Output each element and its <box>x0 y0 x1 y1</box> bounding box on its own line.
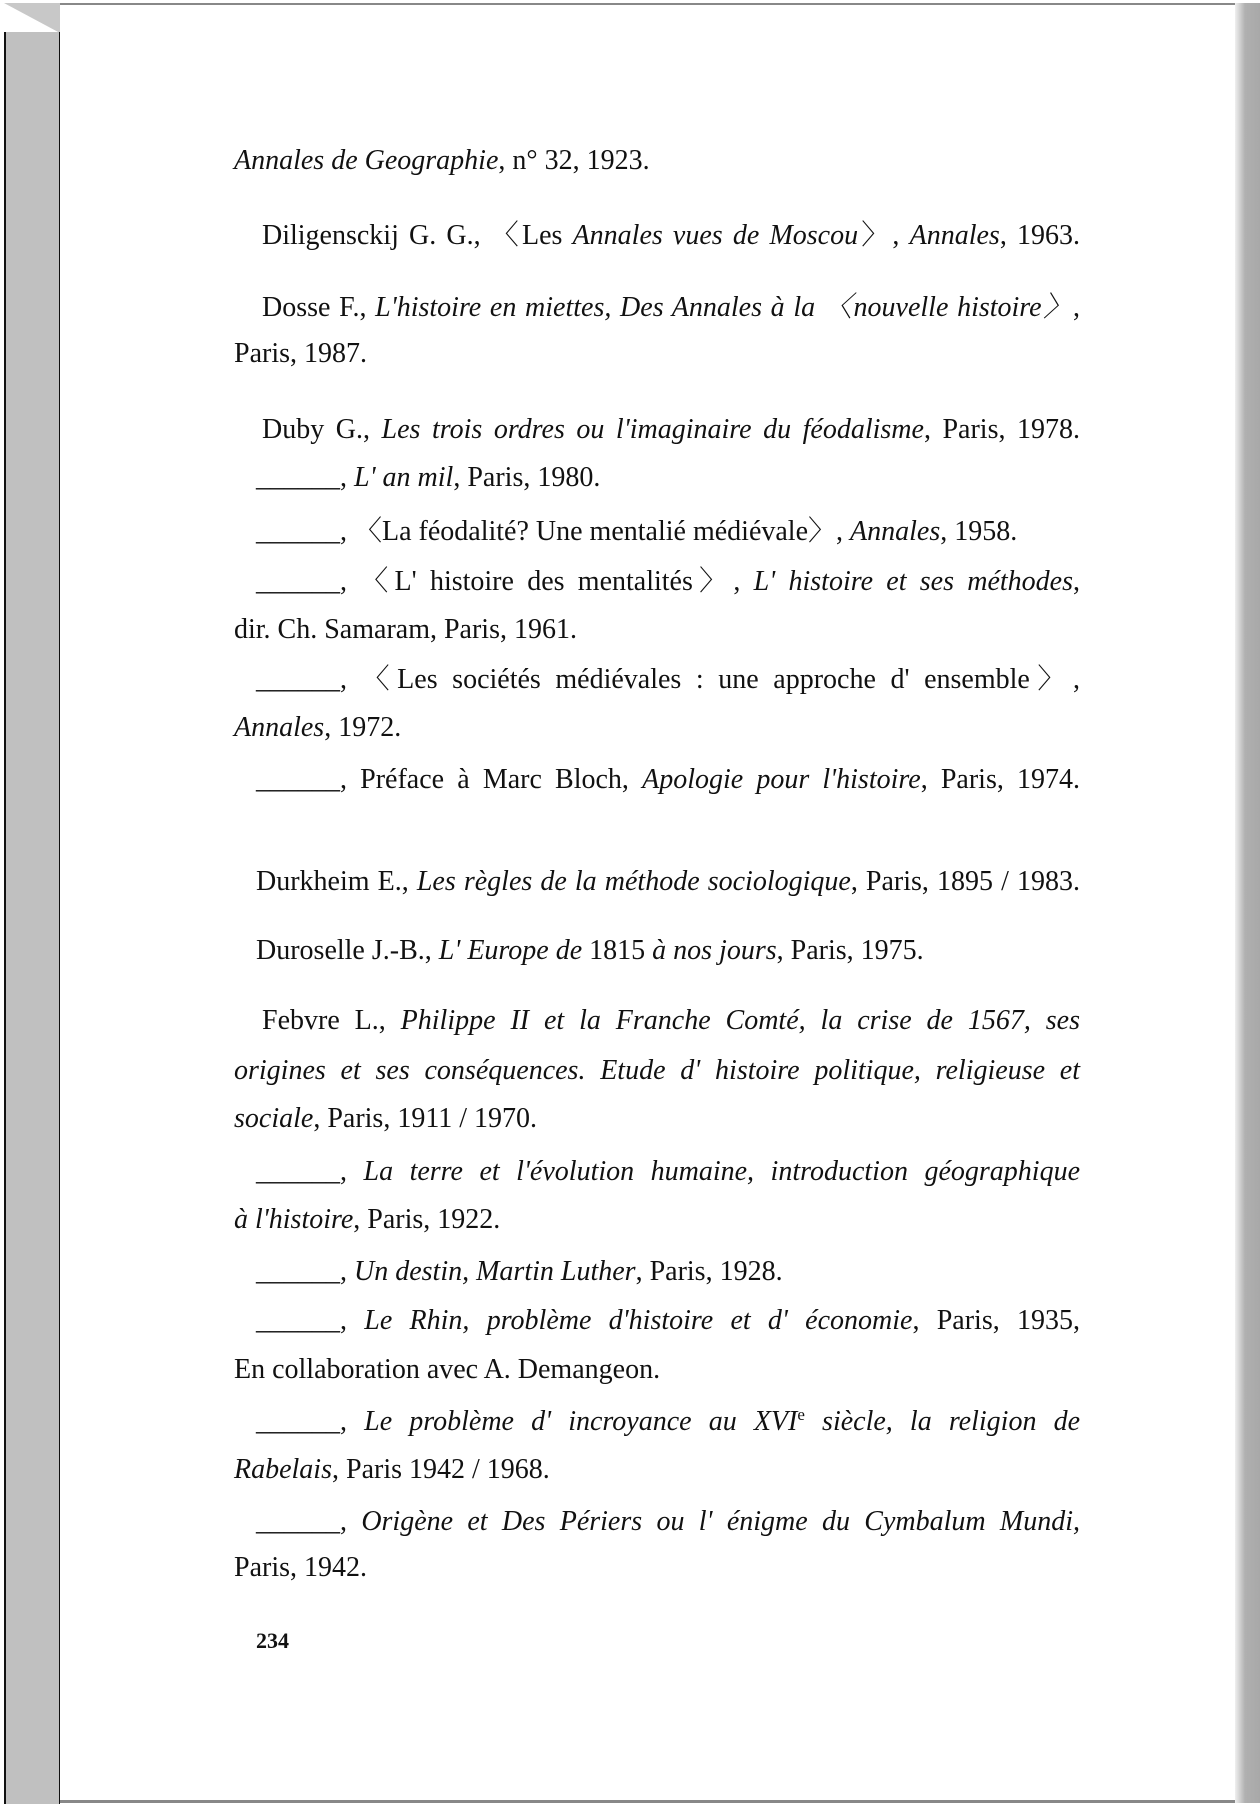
italic-title-text: Un destin, Martin Luther <box>354 1256 636 1287</box>
italic-title-text: Origène et Des Périers ou l' énigme du Cymbalum Mundi, <box>361 1506 1081 1537</box>
text-segment: , Paris, 1980. <box>453 462 601 493</box>
text-segment: 〉, <box>858 220 910 251</box>
italic-title-text: origines et ses conséquences. Etude d' histoire politique, religieuse et <box>234 1055 1080 1086</box>
bibliography-line <box>256 460 1080 496</box>
text-segment: ______, <box>256 1406 365 1437</box>
bibliography-line <box>256 1404 1080 1440</box>
text-segment: ______, 〈Les sociétés médiévales : une approche d' ensemble〉, <box>256 664 1080 695</box>
book-spine-top <box>4 3 60 33</box>
text-segment: Paris, 1987. <box>234 338 367 369</box>
italic-title-text: Les règles de la méthode sociologique <box>416 866 851 897</box>
italic-title-text: La terre et l'évolution humaine, introduction géographique <box>363 1156 1080 1187</box>
bibliography-line <box>262 1003 1080 1039</box>
text-segment: , Paris, 1935, <box>912 1305 1081 1336</box>
text-segment: Duroselle J.-B., <box>256 935 439 966</box>
bibliography-line <box>256 1303 1080 1339</box>
text-segment: ______, 〈L' histoire des mentalités〉, <box>256 566 754 597</box>
italic-title-text: siècle, la religion de <box>804 1406 1081 1437</box>
bibliography-line <box>256 514 1080 550</box>
italic-title-text: Annales vues de Moscou <box>572 220 859 251</box>
italic-title-text: L' histoire et ses méthodes <box>753 566 1073 597</box>
text-segment: ______, <box>256 1305 365 1336</box>
bibliography-line <box>256 662 1080 698</box>
bibliography-line <box>234 710 1080 746</box>
italic-title-text: L'histoire en miettes, Des Annales à la 〈nouvelle histoire〉 <box>375 292 1073 323</box>
text-segment: , Paris, 1922. <box>353 1204 501 1235</box>
text-segment: , n° 32, 1923. <box>498 145 650 176</box>
italic-title-text: à l'histoire <box>234 1204 354 1235</box>
text-segment: ______, <box>256 1156 364 1187</box>
italic-title-text: Annales <box>909 220 1000 251</box>
italic-title-text: Annales <box>234 712 325 743</box>
italic-title-text: Philippe II et la Franche Comté, la crise de 1567, ses <box>400 1005 1081 1036</box>
text-segment: ______, <box>256 462 354 493</box>
bibliography-line <box>262 218 1080 254</box>
bibliography-line <box>256 1154 1080 1190</box>
text-segment: Duby G., <box>262 414 382 445</box>
book-spine <box>4 32 60 1804</box>
text-segment: , Paris, 1974. <box>920 764 1080 795</box>
text-segment: , Paris 1942 / 1968. <box>332 1454 550 1485</box>
bibliography-line <box>256 564 1080 600</box>
text-segment: 1815 <box>589 935 646 966</box>
text-segment: , 1958. <box>940 516 1018 547</box>
bibliography-line <box>262 290 1080 326</box>
text-segment: Durkheim E., <box>256 866 417 897</box>
bibliography-line <box>256 1254 1080 1290</box>
text-segment: , Paris, 1911 / 1970. <box>313 1103 538 1134</box>
page-number: 234 <box>256 1628 289 1653</box>
italic-title-text: Le problème d' incroyance au XVI <box>364 1406 798 1437</box>
bibliography-line <box>234 1452 1080 1488</box>
italic-title-text: L' an mil <box>354 462 454 493</box>
page-edge-shadow <box>1235 3 1260 1803</box>
italic-title-text: Les trois ordres ou l'imaginaire du féodalisme <box>381 414 924 445</box>
text-segment: ______, Préface à Marc Bloch, <box>256 764 643 795</box>
text-segment: , <box>1073 566 1080 597</box>
bibliography-line <box>234 1202 1080 1238</box>
bibliography-line <box>234 1352 1080 1388</box>
italic-title-text: sociale <box>234 1103 314 1134</box>
text-segment: ______, <box>256 1506 362 1537</box>
italic-title-text: Rabelais <box>234 1454 332 1485</box>
text-segment: , Paris, 1928. <box>635 1256 783 1287</box>
bibliography-line <box>256 762 1080 798</box>
italic-title-text: Apologie pour l'histoire <box>642 764 921 795</box>
text-segment: e <box>797 1405 805 1424</box>
bibliography-line <box>256 933 1080 969</box>
text-segment: , Paris, 1975. <box>776 935 924 966</box>
text-segment: , 1963. <box>999 220 1080 251</box>
bibliography-line <box>234 612 1080 648</box>
bibliography-line <box>234 1101 1080 1137</box>
text-segment: , Paris, 1978. <box>923 414 1081 445</box>
text-segment: ______, 〈La féodalité? Une mentalié médiévale〉, <box>256 516 851 547</box>
text-segment: , 1972. <box>324 712 402 743</box>
bibliography-line <box>234 1550 1080 1586</box>
bibliography-line <box>256 864 1080 900</box>
bibliography-line <box>234 1053 1080 1089</box>
text-segment: Febvre L., <box>262 1005 401 1036</box>
text-segment: ______, <box>256 1256 354 1287</box>
text-segment: , Paris, 1895 / 1983. <box>850 866 1081 897</box>
text-segment: Dosse F., <box>262 292 376 323</box>
text-segment: dir. Ch. Samaram, Paris, 1961. <box>234 614 577 645</box>
italic-title-text: à nos jours <box>645 935 777 966</box>
text-segment: , <box>1072 292 1080 323</box>
bibliography-line <box>234 143 1080 179</box>
bibliography-line <box>234 336 1080 372</box>
text-segment: Paris, 1942. <box>234 1552 367 1583</box>
italic-title-text: Le Rhin, problème d'histoire et d' économie <box>364 1305 913 1336</box>
bibliography-line <box>262 412 1080 448</box>
italic-title-text: L' Europe de <box>438 935 590 966</box>
text-segment: En collaboration avec A. Demangeon. <box>234 1354 661 1385</box>
bibliography-line <box>256 1504 1080 1540</box>
text-segment: Diligensckij G. G., 〈Les <box>262 220 573 251</box>
italic-title-text: Annales <box>850 516 941 547</box>
italic-title-text: Annales de Geographie <box>234 145 499 176</box>
